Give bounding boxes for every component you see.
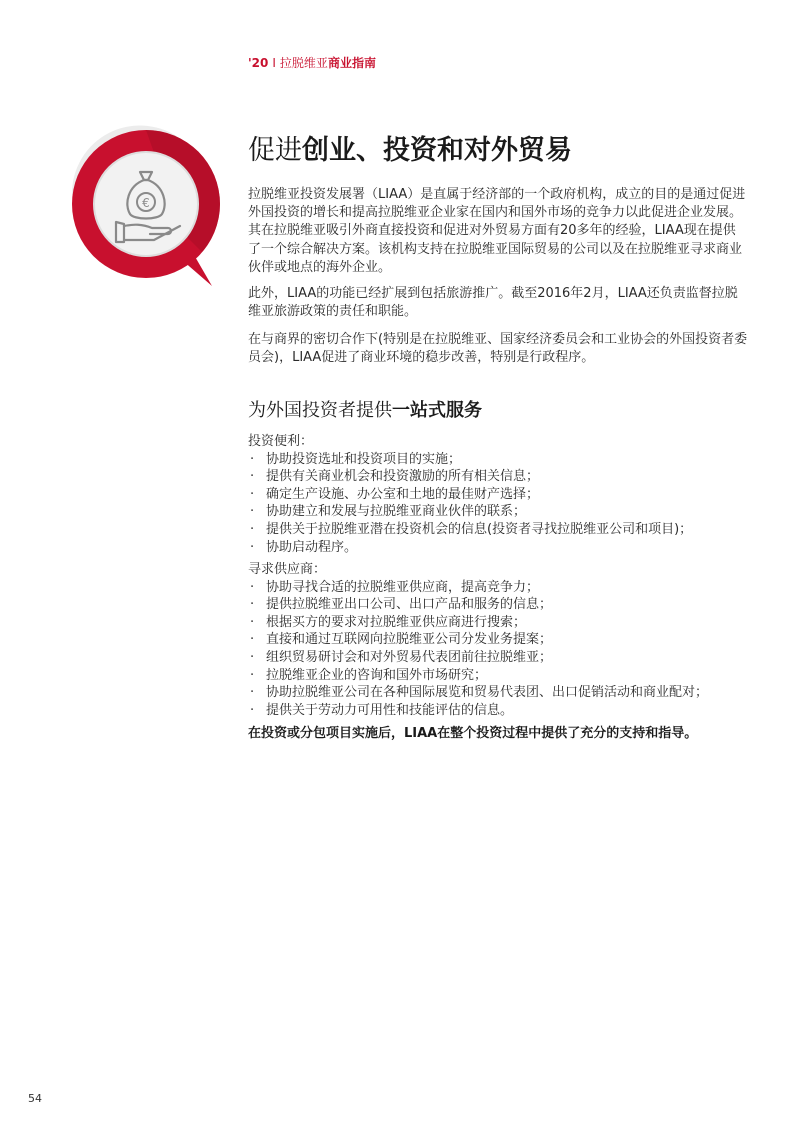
bullet: · — [250, 685, 255, 701]
investment-facilitation-block — [248, 433, 748, 556]
money-bag-hand-icon — [62, 120, 222, 290]
list-item — [248, 684, 748, 702]
list-item — [248, 486, 748, 504]
list-item-text: 组织贸易研讨会和对外贸易代表团前往拉脱维亚； — [266, 649, 553, 665]
running-header — [248, 54, 376, 71]
investment-heading: 投资便利： — [248, 434, 314, 449]
bullet: · — [250, 579, 255, 595]
bullet: · — [250, 614, 255, 630]
list-item-text: 确定生产设施、办公室和土地的最佳财产选择； — [266, 486, 540, 502]
list-item — [248, 649, 748, 667]
list-item — [248, 521, 748, 539]
list-item-text: 协助投资选址和投资项目的实施； — [266, 451, 462, 467]
business-environment-paragraph: 在与商界的密切合作下(特别是在拉脱维亚、国家经济委员会和工业协会的外国投资者委员会)，LIAA促进了商业环境的稳步改善，特别是行政程序。 — [248, 332, 748, 366]
list-item-text: 拉脱维亚企业的咨询和国外市场研究； — [266, 667, 488, 683]
bullet: · — [250, 597, 255, 613]
title-regular: 促进 — [248, 135, 302, 166]
list-item — [248, 702, 748, 720]
list-item-text: 根据买方的要求对拉脱维亚供应商进行搜索； — [266, 614, 527, 630]
list-item — [248, 596, 748, 614]
list-item-text: 提供关于劳动力可用性和技能评估的信息。 — [266, 702, 514, 718]
list-item — [248, 539, 748, 557]
header-title-bold: 商业指南 — [327, 56, 376, 70]
list-item — [248, 614, 748, 632]
suppliers-heading: 寻求供应商： — [248, 562, 327, 577]
bullet: · — [250, 539, 255, 555]
header-year: '20 — [248, 56, 269, 70]
header-title-regular: 拉脱维亚 — [279, 56, 328, 70]
tourism-paragraph: 此外，LIAA的功能已经扩展到包括旅游推广。截至2016年2月，LIAA还负责监督拉脱维亚旅游政策的责任和职能。 — [248, 286, 738, 320]
title-bold: 创业、投资和对外贸易 — [302, 135, 572, 166]
subtitle-bold: 一站式服务 — [392, 400, 482, 421]
list-item-text: 直接和通过互联网向拉脱维亚公司分发业务提案； — [266, 632, 553, 648]
bullet: · — [250, 504, 255, 520]
intro-paragraph: 拉脱维亚投资发展署（LIAA）是直属于经济部的一个政府机构，成立的目的是通过促进外国投资的增长和提高拉脱维亚企业家在国内和国外市场的竞争力以此促进企业发展。其在拉脱维亚吸引外商直接投资和促进对外贸易方面有20多年的经验，LIAA现在提供了一个综合解决方案。该机构支持在拉脱维亚国际贸易的公司以及在拉脱维亚寻求商业伙伴或地点的海外企业。 — [248, 187, 746, 275]
list-item-text: 协助寻找合适的拉脱维亚供应商，提高竞争力； — [266, 579, 540, 595]
subtitle-regular: 为外国投资者提供 — [248, 400, 392, 421]
list-item-text: 提供拉脱维亚出口公司、出口产品和服务的信息； — [266, 597, 553, 613]
suppliers-list — [248, 579, 748, 720]
closing-statement: 在投资或分包项目实施后，LIAA在整个投资过程中提供了充分的支持和指导。 — [248, 726, 698, 741]
list-item-text: 协助拉脱维亚公司在各种国际展览和贸易代表团、出口促销活动和商业配对； — [266, 685, 709, 701]
section-subtitle — [248, 396, 482, 422]
list-item — [248, 579, 748, 597]
list-item-text: 协助建立和发展与拉脱维亚商业伙伴的联系； — [266, 504, 527, 520]
page-number: 54 — [28, 1092, 42, 1105]
bullet: · — [250, 667, 255, 683]
bullet: · — [250, 632, 255, 648]
list-item — [248, 667, 748, 685]
svg-text:€: € — [142, 196, 150, 210]
bullet: · — [250, 521, 255, 537]
bullet: · — [250, 469, 255, 485]
bullet: · — [250, 451, 255, 467]
bullet: · — [250, 649, 255, 665]
list-item — [248, 451, 748, 469]
bullet: · — [250, 702, 255, 718]
list-item-text: 提供有关商业机会和投资激励的所有相关信息； — [266, 469, 540, 485]
list-item — [248, 631, 748, 649]
bullet: · — [250, 486, 255, 502]
investment-list — [248, 451, 748, 557]
page-title — [248, 128, 572, 167]
header-separator: I — [272, 56, 276, 70]
list-item-text: 协助启动程序。 — [266, 539, 358, 555]
list-item — [248, 468, 748, 486]
supplier-search-block — [248, 561, 748, 719]
list-item-text: 提供关于拉脱维亚潜在投资机会的信息(投资者寻找拉脱维亚公司和项目)； — [266, 521, 693, 537]
list-item — [248, 503, 748, 521]
